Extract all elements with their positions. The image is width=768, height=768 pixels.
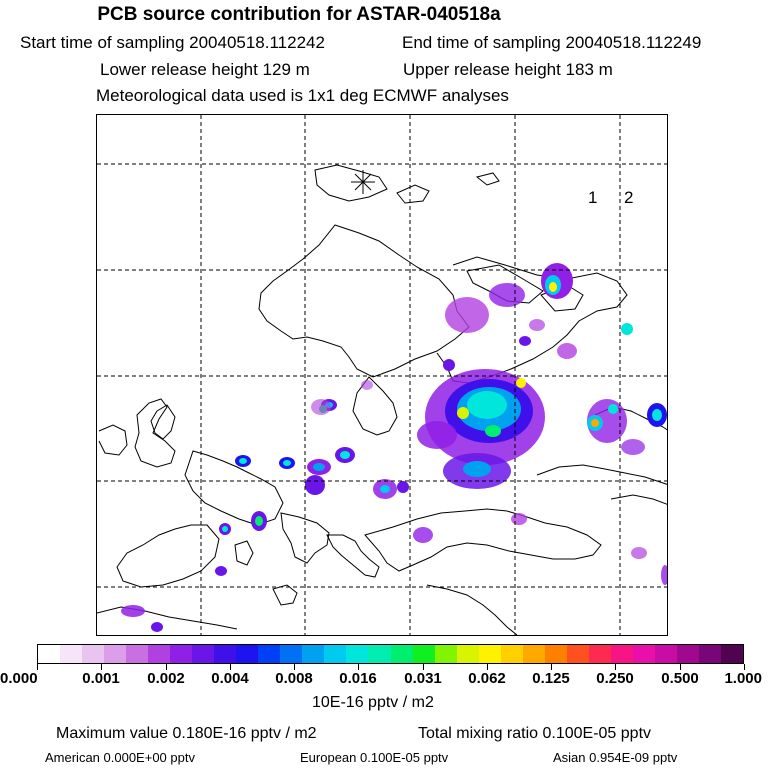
color-scale-segment xyxy=(523,645,545,663)
color-scale-segment xyxy=(170,645,192,663)
map-canvas xyxy=(97,115,668,636)
color-scale-tick-label: 1.000 xyxy=(724,670,762,687)
color-scale-tick-label: 0.000 xyxy=(0,670,38,687)
upper-release-label: Upper release height 183 m xyxy=(403,60,613,79)
american-contribution-label: American 0.000E+00 pptv xyxy=(45,750,195,765)
color-scale-segment xyxy=(699,645,721,663)
lower-release-label: Lower release height 129 m xyxy=(100,60,310,79)
european-contribution-label: European 0.100E-05 pptv xyxy=(300,750,449,765)
color-scale-segment xyxy=(346,645,368,663)
color-scale-tick-label: 0.125 xyxy=(532,670,570,687)
color-scale-segment xyxy=(435,645,457,663)
asian-contribution-label: Asian 0.954E-09 pptv xyxy=(553,750,678,765)
color-scale-tick-label: 0.062 xyxy=(468,670,506,687)
color-scale-segment xyxy=(82,645,104,663)
color-scale-segment xyxy=(633,645,655,663)
color-scale-segment xyxy=(258,645,280,663)
color-scale-segment xyxy=(501,645,523,663)
marker-label-1: 1 xyxy=(588,188,598,207)
color-scale-tick-label: 0.250 xyxy=(596,670,634,687)
color-scale-segment xyxy=(391,645,413,663)
color-scale-tick-label: 0.004 xyxy=(211,670,249,687)
plume-concentration xyxy=(121,263,668,632)
color-scale-tick-label: 0.016 xyxy=(339,670,377,687)
end-time-label: End time of sampling 20040518.112249 xyxy=(402,33,702,52)
color-scale-tick-label: 0.002 xyxy=(147,670,185,687)
color-scale-segment xyxy=(677,645,699,663)
color-scale-segment xyxy=(38,645,60,663)
coastlines xyxy=(97,165,668,635)
color-scale-segment xyxy=(280,645,302,663)
color-scale-segment xyxy=(302,645,324,663)
color-scale-segment xyxy=(611,645,633,663)
color-scale-segment xyxy=(545,645,567,663)
map-panel xyxy=(96,114,668,636)
color-scale-segment xyxy=(148,645,170,663)
met-data-label: Meteorological data used is 1x1 deg ECMWF analyses xyxy=(96,86,509,105)
color-scale-segment xyxy=(104,645,126,663)
color-scale-segment xyxy=(589,645,611,663)
marker-label-2: 2 xyxy=(624,188,634,207)
color-scale-segment xyxy=(368,645,390,663)
color-scale-segment xyxy=(479,645,501,663)
color-scale-segment xyxy=(457,645,479,663)
total-mixing-label: Total mixing ratio 0.100E-05 pptv xyxy=(418,725,652,742)
color-scale-tick-label: 0.008 xyxy=(275,670,313,687)
color-scale-segment xyxy=(60,645,82,663)
color-scale-segment xyxy=(567,645,589,663)
color-scale-tick-label: 0.001 xyxy=(82,670,120,687)
color-scale-units: 10E-16 pptv / m2 xyxy=(312,694,434,711)
color-scale-bar xyxy=(37,644,744,664)
max-value-label: Maximum value 0.180E-16 pptv / m2 xyxy=(56,725,317,742)
color-scale-tick-label: 0.500 xyxy=(661,670,699,687)
map-title: PCB source contribution for ASTAR-040518a xyxy=(97,4,501,25)
north-pole-marker xyxy=(351,170,375,194)
color-scale-tick-label: 0.031 xyxy=(404,670,442,687)
color-scale-segment xyxy=(192,645,214,663)
color-scale-segment xyxy=(214,645,236,663)
color-scale-segment xyxy=(236,645,258,663)
color-scale-segment xyxy=(721,645,743,663)
color-scale-segment xyxy=(413,645,435,663)
start-time-label: Start time of sampling 20040518.112242 xyxy=(20,33,325,52)
color-scale-segment xyxy=(324,645,346,663)
color-scale-segment xyxy=(655,645,677,663)
color-scale-segment xyxy=(126,645,148,663)
